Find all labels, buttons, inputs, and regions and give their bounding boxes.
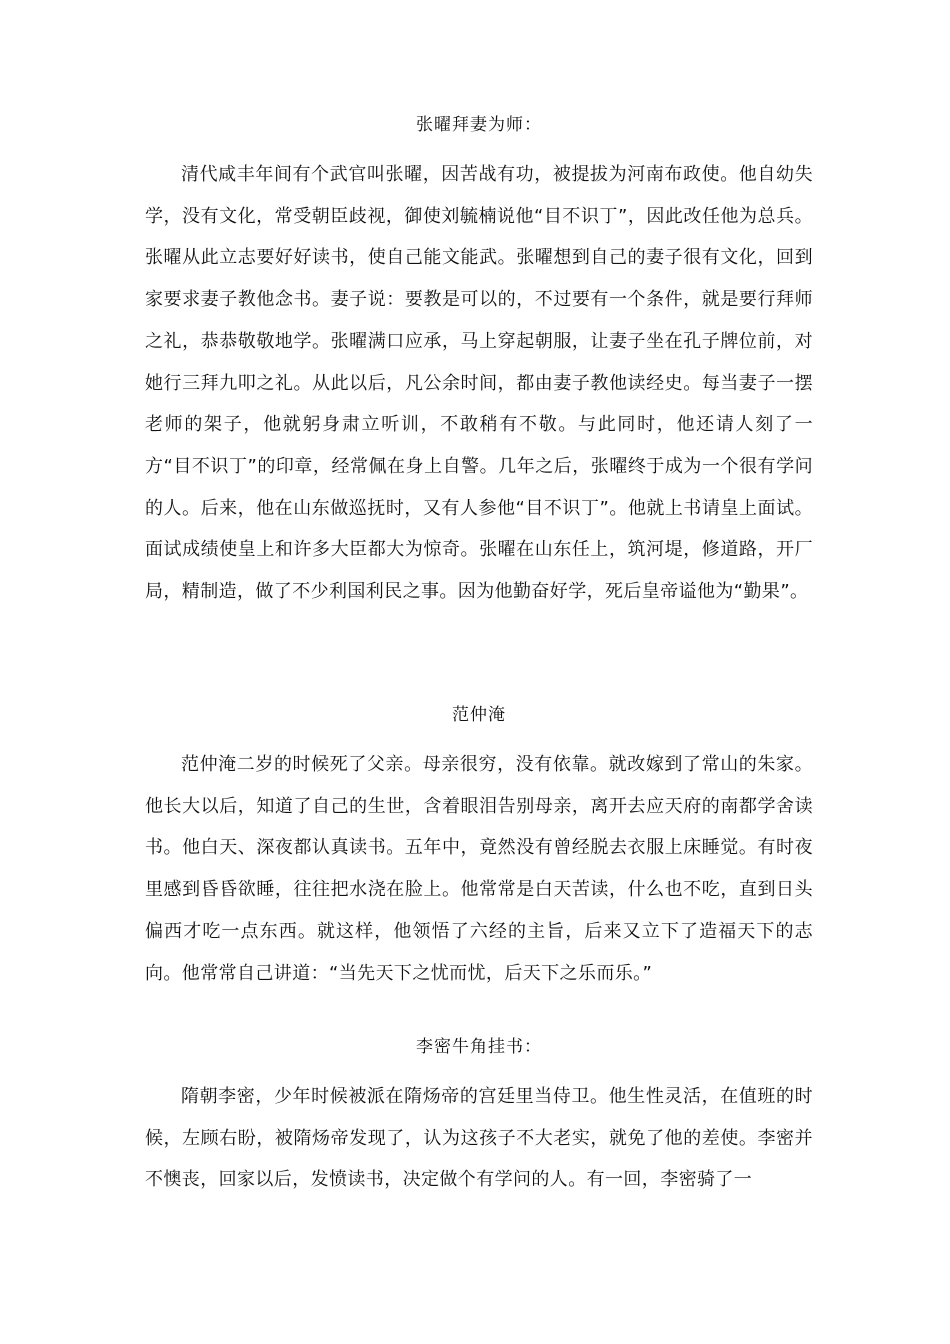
section-paragraph: 清代咸丰年间有个武官叫张曜，因苦战有功，被提拔为河南布政使。他自幼失学，没有文化，常受朝臣歧视，御使刘毓楠说他“目不识丁”，因此改任他为总兵。张曜从此立志要好好读书，使自己能文能武。张曜想到自己的妻子很有文化，回到家要求妻子教他念书。妻子说：要教是可以的，不过要有一个条件，就是要行拜师之礼，恭恭敬敬地学。张曜满口应承，马上穿起朝服，让妻子坐在孔子牌位前，对她行三拜九叩之礼。从此以后，凡公余时间，都由妻子教他读经史。每当妻子一摆老师的架子，他就躬身肃立听训，不敢稍有不敬。与此同时，他还请人刻了一方“目不识丁”的印章，经常佩在身上自警。几年之后，张曜终于成为一个很有学问的人。后来，他在山东做巡抚时，又有人参他“目不识丁”。他就上书请皇上面试。面试成绩使皇上和许多大臣都大为惊奇。张曜在山东任上，筑河堤，修道路，开厂局，精制造，做了不少利国利民之事。因为他勤奋好学，死后皇帝谥他为“勤果”。	[145, 164, 813, 603]
section-paragraph: 隋朝李密，少年时候被派在隋炀帝的宫廷里当侍卫。他生性灵活，在值班的时候，左顾右盼，被隋炀帝发现了，认为这孩子不大老实，就免了他的差使。李密并不懊丧，回家以后，发愤读书，决定做个有学问的人。有一回，李密骑了一	[145, 1086, 813, 1191]
section-title: 范仲淹	[452, 705, 506, 725]
section-title: 李密牛角挂书：	[416, 1037, 542, 1057]
section-title: 张曜拜妻为师：	[416, 115, 542, 135]
section-li-mi	[145, 1034, 813, 1201]
section-zhang-yao	[145, 112, 813, 613]
section-paragraph: 范仲淹二岁的时候死了父亲。母亲很穷，没有依靠。就改嫁到了常山的朱家。他长大以后，知道了自己的生世，含着眼泪告别母亲，离开去应天府的南都学舍读书。他白天、深夜都认真读书。五年中，竟然没有曾经脱去衣服上床睡觉。有时夜里感到昏昏欲睡，往往把水浇在脸上。他常常是白天苦读，什么也不吃，直到日头偏西才吃一点东西。就这样，他领悟了六经的主旨，后来又立下了造福天下的志向。他常常自己讲道：“当先天下之忧而忧，后天下之乐而乐。”	[145, 754, 813, 984]
section-fan-zhongyan	[145, 702, 813, 994]
